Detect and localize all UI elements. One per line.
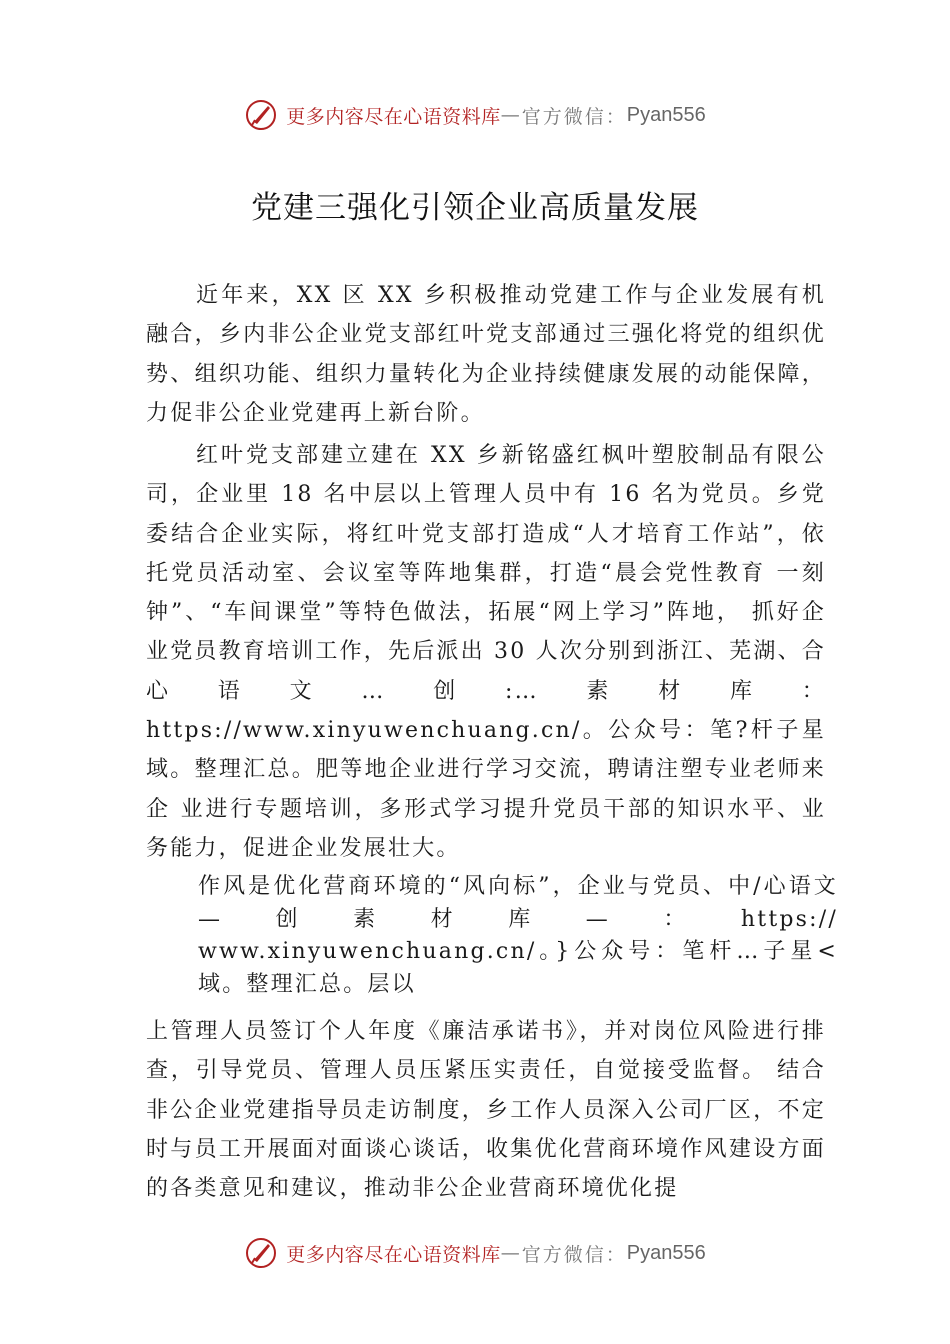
- paragraph-3: 作风是优化营商环境的“风向标”，企业与党员、中/心语文—创素材库—：https:// www.xinyuwenchuang.cn/。}公众号：笔杆…子星<域。整理汇总。层以: [198, 874, 838, 997]
- document-title: 党建三强化引领企业高质量发展: [251, 190, 699, 226]
- banner-wechat-label: 官方微信：: [521, 105, 627, 128]
- banner-wechat-id: Pyan556: [626, 103, 706, 126]
- quill-pen-logo-icon: [244, 1236, 278, 1270]
- footer-banner: [0, 1231, 950, 1275]
- paragraph-4: 上管理人员签订个人年度《廉洁承诺书》，并对岗位风险进行排查，引导党员、管理人员压紧压实责任，自觉接受监督。 结合非公企业党建指导员走访制度，乡工作人员深入公司厂区，不定时与员工开展面对面谈心谈话，收集优化营商环境作风建设方面的各类意见和建议，推动非公企业营商环境优化提: [146, 1019, 826, 1202]
- banner-brand-text: 更多内容尽在心语资料库: [286, 1243, 501, 1266]
- banner-brand-text: 更多内容尽在心语资料库: [286, 105, 501, 128]
- banner-dash: —: [500, 104, 522, 126]
- quill-pen-logo-icon: [244, 98, 278, 132]
- header-banner: [0, 93, 950, 137]
- banner-wechat-label: 官方微信：: [521, 1243, 627, 1266]
- banner-wechat-id: Pyan556: [626, 1241, 706, 1264]
- paragraph-1: 近年来，XX 区 XX 乡积极推动党建工作与企业发展有机融合，乡内非公企业党支部红叶党支部通过三强化将党的组织优势、组织功能、组织力量转化为企业持续健康发展的动能保障，力促非公企业党建再上新台阶。: [146, 283, 826, 426]
- banner-dash: —: [500, 1242, 522, 1264]
- paragraph-2: 红叶党支部建立建在 XX 乡新铭盛红枫叶塑胶制品有限公司，企业里 18 名中层以上管理人员中有 16 名为党员。乡党委结合企业实际，将红叶党支部打造成“人才培育工作站”，依托党员活动室、会议室等阵地集群，打造“晨会党性教育 一刻钟”、“车间课堂”等特色做法，拓展“网上学习”阵地， 抓好企业党员教育培训工作，先后派出 30 人次分别到浙江、芜湖、合心语文…创:…素材库：https://www.xinyuwenchuang.cn/。公众号：笔?杆子星域。整理汇总。肥等地企业进行学习交流，聘请注塑专业老师来企 业进行专题培训，多形式学习提升党员干部的知识水平、业 务能力，促进企业发展壮大。: [146, 443, 826, 861]
